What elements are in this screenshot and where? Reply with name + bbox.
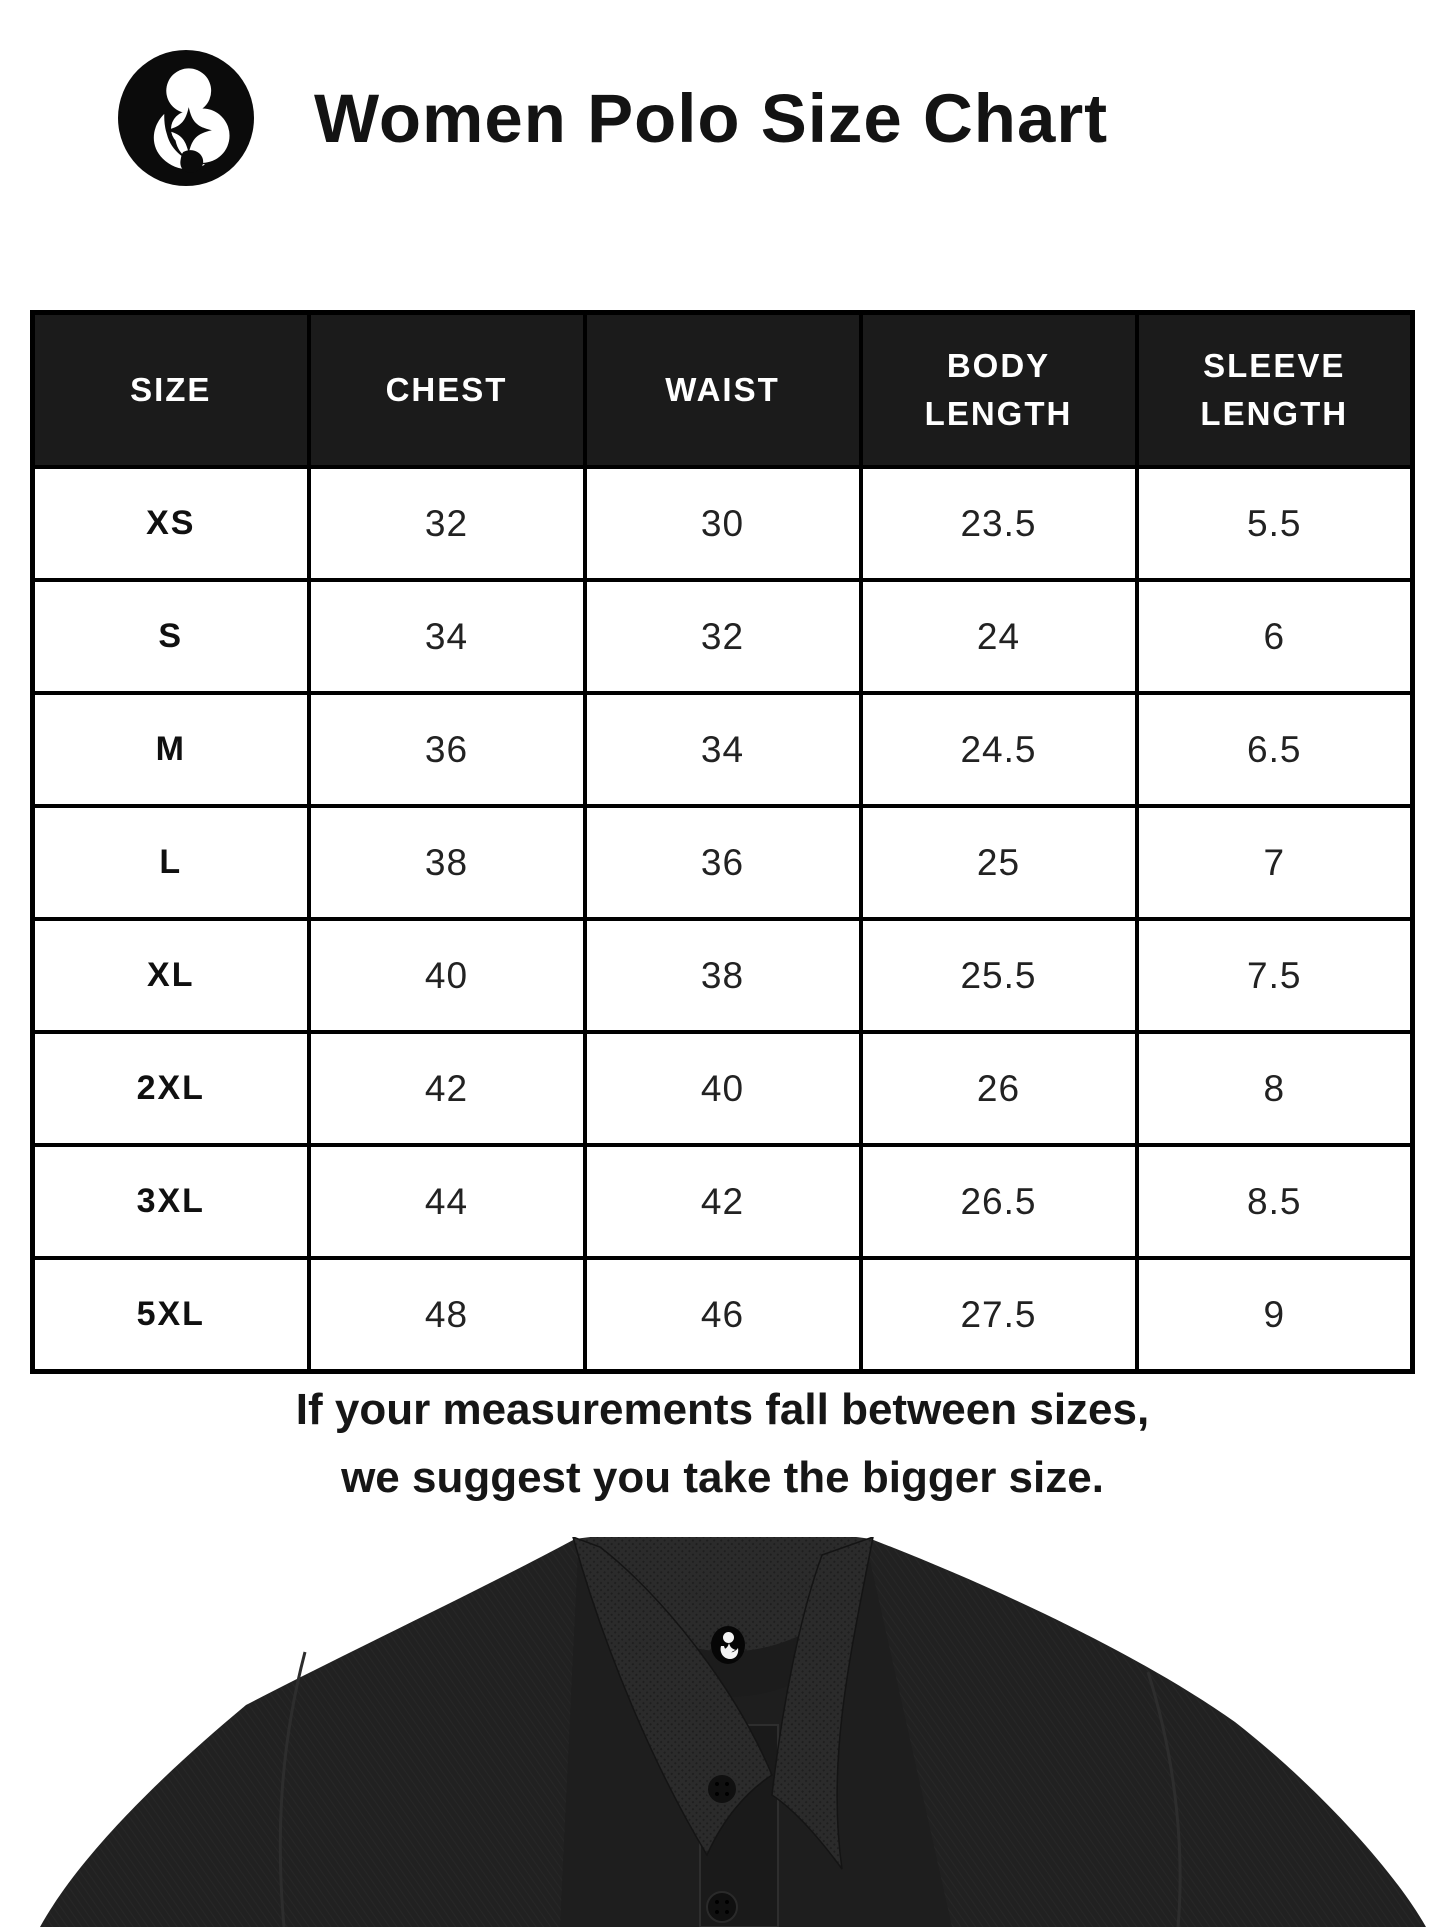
cell-size: XS	[33, 467, 309, 580]
cell-body-length: 26.5	[861, 1145, 1137, 1258]
sizing-note-line1: If your measurements fall between sizes,	[295, 1385, 1150, 1434]
page-title: Women Polo Size Chart	[314, 79, 1109, 157]
cell-body-length: 23.5	[861, 467, 1137, 580]
column-header-label: BODY LENGTH	[924, 347, 1073, 432]
cell-chest: 36	[309, 693, 585, 806]
cell-chest: 42	[309, 1032, 585, 1145]
column-header-label: CHEST	[385, 371, 508, 409]
polo-shirt-image	[0, 1537, 1445, 1927]
cell-sleeve-length: 5.5	[1137, 467, 1413, 580]
cell-waist: 42	[585, 1145, 861, 1258]
cell-body-length: 24.5	[861, 693, 1137, 806]
cell-waist: 38	[585, 919, 861, 1032]
cell-size: 5XL	[33, 1258, 309, 1372]
table-row	[33, 919, 1413, 1032]
table-row	[33, 806, 1413, 919]
cell-waist: 36	[585, 806, 861, 919]
cell-size: S	[33, 580, 309, 693]
column-header-size	[33, 313, 309, 468]
size-table-head	[33, 313, 1413, 468]
cell-chest: 48	[309, 1258, 585, 1372]
table-row	[33, 1145, 1413, 1258]
column-header-body-length	[861, 313, 1137, 468]
brand-logo-icon	[118, 50, 254, 186]
column-header-sleeve-length	[1137, 313, 1413, 468]
column-header-waist	[585, 313, 861, 468]
cell-chest: 34	[309, 580, 585, 693]
cell-size: 3XL	[33, 1145, 309, 1258]
cell-chest: 40	[309, 919, 585, 1032]
cell-sleeve-length: 6.5	[1137, 693, 1413, 806]
size-table-body	[33, 467, 1413, 1372]
column-header-label: WAIST	[665, 371, 780, 409]
cell-sleeve-length: 9	[1137, 1258, 1413, 1372]
column-header-label: SLEEVE LENGTH	[1200, 347, 1349, 432]
cell-chest: 38	[309, 806, 585, 919]
column-header-label: SIZE	[130, 371, 212, 409]
cell-sleeve-length: 6	[1137, 580, 1413, 693]
cell-waist: 32	[585, 580, 861, 693]
cell-body-length: 25.5	[861, 919, 1137, 1032]
size-chart-table	[30, 310, 1415, 1374]
cell-sleeve-length: 7.5	[1137, 919, 1413, 1032]
cell-waist: 46	[585, 1258, 861, 1372]
polo-button	[707, 1774, 737, 1804]
cell-size: 2XL	[33, 1032, 309, 1145]
table-row	[33, 467, 1413, 580]
cell-body-length: 24	[861, 580, 1137, 693]
cell-sleeve-length: 7	[1137, 806, 1413, 919]
cell-waist: 34	[585, 693, 861, 806]
page-header	[118, 40, 1108, 196]
polo-button	[707, 1892, 737, 1922]
cell-waist: 40	[585, 1032, 861, 1145]
sizing-note-line2: we suggest you take the bigger size.	[341, 1453, 1104, 1503]
column-header-chest	[309, 313, 585, 468]
sizing-note	[0, 1376, 1445, 1512]
cell-sleeve-length: 8	[1137, 1032, 1413, 1145]
cell-size: L	[33, 806, 309, 919]
cell-sleeve-length: 8.5	[1137, 1145, 1413, 1258]
table-row	[33, 1258, 1413, 1372]
cell-size: M	[33, 693, 309, 806]
table-row	[33, 580, 1413, 693]
cell-chest: 44	[309, 1145, 585, 1258]
cell-size: XL	[33, 919, 309, 1032]
cell-chest: 32	[309, 467, 585, 580]
header-row	[33, 313, 1413, 468]
table-row	[33, 1032, 1413, 1145]
cell-body-length: 25	[861, 806, 1137, 919]
cell-body-length: 27.5	[861, 1258, 1137, 1372]
table-row	[33, 693, 1413, 806]
cell-body-length: 26	[861, 1032, 1137, 1145]
cell-waist: 30	[585, 467, 861, 580]
